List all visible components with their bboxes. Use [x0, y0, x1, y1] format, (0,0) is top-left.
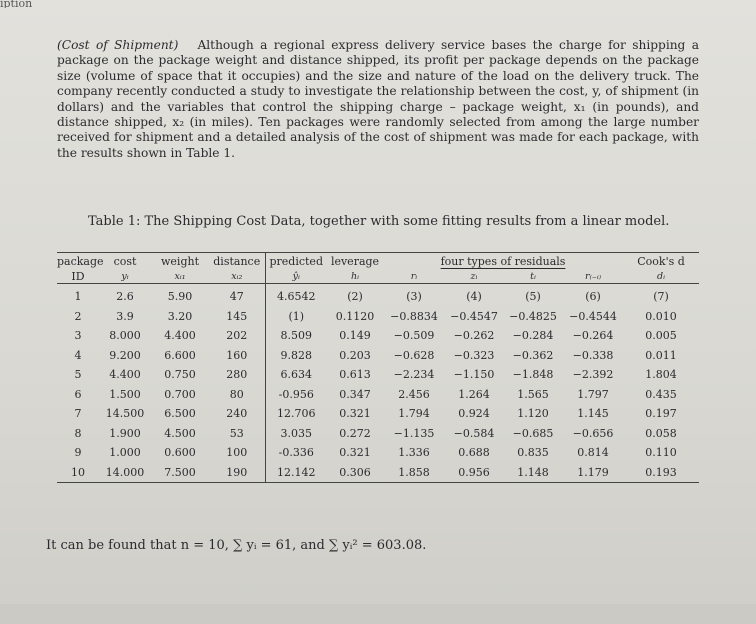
table-row — [57, 385, 699, 405]
table-cell: −0.338 — [572, 348, 614, 362]
table-cell: 1.804 — [645, 368, 677, 382]
table-cell: −0.685 — [512, 426, 554, 440]
table-cell: 1.148 — [517, 465, 549, 479]
subheader-r: rᵢ — [410, 270, 418, 282]
table-cell: 5 — [74, 368, 82, 382]
table-cell: −0.4544 — [569, 309, 617, 323]
table-cell: −0.264 — [572, 329, 614, 343]
table-cell: 6 — [74, 387, 82, 401]
header-residuals-label: four types of residuals — [440, 254, 566, 268]
table-cell: −0.4825 — [509, 309, 557, 323]
table-cell: 47 — [229, 290, 244, 304]
table-cell: 4.500 — [164, 426, 196, 440]
table-cell: 9 — [74, 446, 82, 460]
table-cell: 0.110 — [645, 446, 677, 460]
problem-paragraph — [57, 38, 699, 161]
table-cell: −0.656 — [572, 426, 614, 440]
table-cell: 12.706 — [265, 404, 327, 424]
table-cell: 0.149 — [339, 329, 371, 343]
subheader-x2: xᵢ₂ — [231, 270, 243, 282]
table-cell: 12.142 — [265, 463, 327, 483]
header-cost: cost — [113, 254, 137, 268]
table-cell: 10 — [71, 465, 85, 479]
table-cell: −0.509 — [393, 329, 435, 343]
table-cell: 1.794 — [398, 407, 430, 421]
table-cell: 3.9 — [116, 309, 134, 323]
subheader-z: zᵢ — [470, 270, 478, 282]
table-cell: 6.600 — [164, 348, 196, 362]
table-cell: 0.011 — [645, 348, 677, 362]
table-cell: 0.750 — [164, 368, 196, 382]
table-cell: 0.814 — [577, 446, 609, 460]
table-cell: 0.197 — [645, 407, 677, 421]
table-row — [57, 284, 699, 307]
table-cell: 6.500 — [164, 407, 196, 421]
table-cell: 14.000 — [105, 465, 145, 479]
table-cell: 9.200 — [109, 348, 141, 362]
table-cell: 8 — [74, 426, 82, 440]
table-cell: (5) — [525, 290, 541, 304]
header-leverage: leverage — [330, 254, 380, 268]
table-cell: -0.956 — [265, 385, 327, 405]
table-row — [57, 346, 699, 366]
table-cell: 0.600 — [164, 446, 196, 460]
table-cell: 8.000 — [109, 329, 141, 343]
table-header-row — [57, 253, 699, 270]
table-cell: 2.456 — [398, 387, 430, 401]
table-cell: 0.1120 — [335, 309, 375, 323]
table-cell: (2) — [347, 290, 363, 304]
table-cell: −2.234 — [393, 368, 435, 382]
table-cell: (3) — [406, 290, 422, 304]
table-cell: 1.264 — [458, 387, 490, 401]
table-cell: 4.400 — [109, 368, 141, 382]
header-predicted: predicted — [265, 253, 327, 270]
table-cell: 9.828 — [265, 346, 327, 366]
header-residuals — [383, 253, 623, 270]
header-distance: distance — [213, 254, 261, 268]
table-cell: −0.284 — [512, 329, 554, 343]
table-cell: 202 — [226, 329, 248, 343]
table-body — [57, 284, 699, 483]
paragraph-title: (Cost of Shipment) — [57, 38, 179, 52]
table-caption: Table 1: The Shipping Cost Data, together with some fitting results from a linear model. — [88, 214, 670, 229]
page-bottom-edge — [0, 604, 756, 624]
table-cell: 1.145 — [577, 407, 609, 421]
table-cell: 1.500 — [109, 387, 141, 401]
table-cell: 0.613 — [339, 368, 371, 382]
subheader-r-deleted: r₍₋ᵢ₎ — [584, 270, 602, 282]
subheader-x1: xᵢ₁ — [174, 270, 186, 282]
header-cooks: Cook's d — [637, 254, 685, 268]
table-cell: 8.509 — [265, 326, 327, 346]
table-cell: −0.362 — [512, 348, 554, 362]
table-cell: 0.272 — [339, 426, 371, 440]
table-cell: 0.321 — [339, 446, 371, 460]
table-cell: −0.8834 — [390, 309, 438, 323]
table-cell: −1.135 — [393, 426, 435, 440]
table-row — [57, 463, 699, 483]
table-cell: 14.500 — [105, 407, 145, 421]
table-subheader-row — [57, 269, 699, 284]
table-cell: 1.858 — [398, 465, 430, 479]
table-cell: 7 — [74, 407, 82, 421]
subheader-d: dᵢ — [657, 270, 666, 282]
table-cell: 0.688 — [458, 446, 490, 460]
table-row — [57, 424, 699, 444]
table-cell: 2 — [74, 309, 82, 323]
table-cell: 1.565 — [517, 387, 549, 401]
footnote-lead: It can be found that n = 10, — [46, 538, 229, 553]
subheader-h: hᵢ — [350, 270, 360, 282]
table-cell: 0.835 — [517, 446, 549, 460]
table-cell: 0.005 — [645, 329, 677, 343]
table-cell: 240 — [226, 407, 248, 421]
table-cell: 0.058 — [645, 426, 677, 440]
subheader-id: ID — [71, 269, 85, 283]
table-cell: −0.4547 — [450, 309, 498, 323]
paragraph-body: Although a regional express delivery service bases the charge for shipping a package on the package weight and distance shipped, its profit per package depends on the package size (volume of space that it occupies) and the size and nature of the load on the delivery truck. The company recently conducted a study to investigate the relationship between the cost, y, of shipment (in dollars) and the variables that control the shipping charge – package weight, x₁ (in pounds), and distance shipped, x₂ (in miles). Ten packages were randomly selected from among the large number received for shipment and a detailed analysis of the cost of shipment was made for each package, with the results shown in Table 1. — [57, 38, 700, 160]
table-cell: (1) — [265, 307, 327, 327]
table-row — [57, 326, 699, 346]
table-cell: 3.035 — [265, 424, 327, 444]
table-cell: −1.150 — [453, 368, 495, 382]
header-weight: weight — [161, 254, 199, 268]
table-cell: -0.336 — [265, 443, 327, 463]
table-cell: 4.400 — [164, 329, 196, 343]
table-cell: −0.262 — [453, 329, 495, 343]
subheader-y: yᵢ — [121, 270, 129, 282]
table-cell: 1.797 — [577, 387, 609, 401]
table-cell: −1.848 — [512, 368, 554, 382]
table-cell: (7) — [653, 290, 669, 304]
footnote-sum-y2: ∑ yᵢ² = 603.08. — [329, 538, 427, 553]
table-cell: 5.90 — [167, 290, 193, 304]
table-cell: 145 — [226, 309, 248, 323]
table-cell: 7.500 — [164, 465, 196, 479]
table-row — [57, 404, 699, 424]
table-cell: 0.700 — [164, 387, 196, 401]
table-cell: 1 — [74, 290, 82, 304]
table-cell: 3 — [74, 329, 82, 343]
table-cell: 0.193 — [645, 465, 677, 479]
table-cell: 0.924 — [458, 407, 490, 421]
table-cell: 6.634 — [265, 365, 327, 385]
table-cell: (4) — [466, 290, 482, 304]
table-cell: 1.120 — [517, 407, 549, 421]
table-cell: 0.956 — [458, 465, 490, 479]
table-cell: 0.010 — [645, 309, 677, 323]
table-row — [57, 443, 699, 463]
table-cell: 0.347 — [339, 387, 371, 401]
footnote-sum-y: ∑ yᵢ = 61, — [233, 538, 297, 553]
table-cell: 4.6542 — [265, 284, 327, 307]
shipping-cost-table — [57, 252, 699, 483]
table-cell: −0.628 — [393, 348, 435, 362]
header-package: package — [57, 254, 104, 268]
table-cell: 280 — [226, 368, 248, 382]
table-cell: −0.584 — [453, 426, 495, 440]
cut-off-heading: iption — [0, 0, 33, 8]
table-cell: 80 — [229, 387, 244, 401]
table-cell: 0.321 — [339, 407, 371, 421]
table-cell: 4 — [74, 348, 82, 362]
table-cell: 0.306 — [339, 465, 371, 479]
table-cell: (6) — [585, 290, 601, 304]
table-cell: 3.20 — [167, 309, 193, 323]
table-cell: 2.6 — [116, 290, 134, 304]
table-cell: −2.392 — [572, 368, 614, 382]
subheader-t: tᵢ — [530, 270, 536, 282]
table-cell: 1.900 — [109, 426, 141, 440]
table-cell: 53 — [229, 426, 244, 440]
table-cell: −0.323 — [453, 348, 495, 362]
table-cell: 1.000 — [109, 446, 141, 460]
footnote-and: and — [300, 538, 325, 553]
table-cell: 160 — [226, 348, 248, 362]
subheader-yhat: ŷᵢ — [265, 269, 327, 284]
table-cell: 100 — [226, 446, 248, 460]
table-row — [57, 307, 699, 327]
footnote — [46, 538, 426, 553]
table-cell: 0.435 — [645, 387, 677, 401]
table-cell: 0.203 — [339, 348, 371, 362]
table-row — [57, 365, 699, 385]
table-cell: 1.179 — [577, 465, 609, 479]
table-cell: 190 — [226, 465, 248, 479]
table-cell: 1.336 — [398, 446, 430, 460]
